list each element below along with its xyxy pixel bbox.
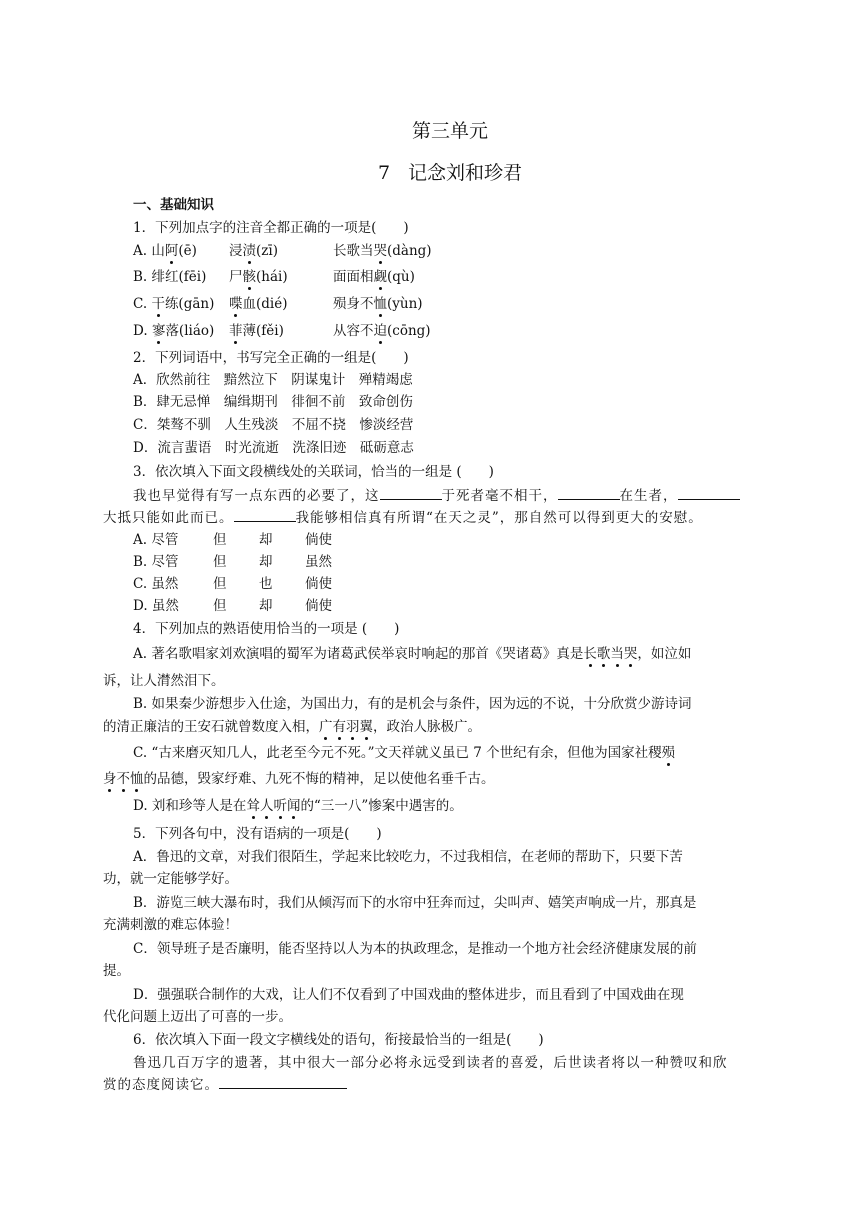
q2-option-b: B．肆无忌惮 编缉期刊 徘徊不前 致命创伤 [133, 394, 413, 410]
text: 赏的态度阅读它。 [103, 1077, 219, 1093]
q1-option-b [133, 268, 415, 286]
text: 但 [213, 554, 227, 570]
fill-blank[interactable] [219, 1076, 347, 1089]
text: D. [133, 323, 152, 339]
text: (ē) [178, 243, 197, 259]
dotted-char: 当 [610, 646, 624, 662]
text: 面面相 [333, 269, 374, 285]
text: 于死者毫不相干， [441, 488, 558, 504]
q6-passage-line1: 鲁迅几百万字的遗著，其中很大一部分必将永远受到读者的喜爱，后世读者将以一种赞叹和欣 [133, 1055, 728, 1071]
section-basic-knowledge: 一、基础知识 [133, 197, 214, 213]
dotted-char: 迫 [373, 323, 387, 339]
text: (dàng) [387, 243, 432, 259]
text: (yùn) [387, 296, 423, 312]
dotted-text [246, 798, 300, 814]
q4-option-c-line2 [103, 770, 495, 788]
q1-stem: 1．下列加点字的注音全都正确的一项是( ) [133, 220, 409, 236]
q3-passage-line2 [103, 509, 703, 527]
dotted-char: 羽 [346, 719, 360, 735]
q3-option-d [133, 597, 332, 615]
text: (zī) [256, 243, 278, 259]
text: B. 绯红(fēi) [133, 269, 207, 285]
lesson-title [0, 158, 860, 185]
text: C. [133, 296, 152, 312]
text: 倘使 [305, 532, 332, 548]
dotted-char: 骸 [242, 269, 256, 285]
dotted-char: 寥 [151, 323, 166, 339]
q3-option-c [133, 575, 332, 593]
q1-option-d [133, 322, 431, 340]
text: 但 [213, 576, 227, 592]
q6-stem: 6．依次填入下面一段文字横线处的语句，衔接最恰当的一组是( ) [133, 1032, 544, 1048]
text: (qù) [387, 269, 415, 285]
dotted-char: 喋 [229, 296, 243, 312]
q5-option-c-line2: 提。 [103, 963, 130, 979]
text: 倘使 [305, 576, 332, 592]
q4-option-d [133, 797, 463, 815]
q5-option-d-line2: 代化问题上迈出了可喜的一步。 [103, 1009, 292, 1025]
dotted-char: 哭 [373, 243, 387, 259]
q1-option-c [133, 295, 423, 313]
q4-option-b-line2 [103, 718, 481, 736]
q3-passage-line1 [133, 487, 740, 505]
dotted-text [319, 719, 373, 735]
q4-option-a-line2: 诉，让人潸然泪下。 [103, 673, 225, 689]
text: 却 [259, 532, 273, 548]
text: A. 尽管 [133, 532, 179, 548]
dotted-text [583, 646, 637, 662]
text: 大抵只能如此而已。 [103, 510, 234, 526]
text: 却 [259, 554, 273, 570]
dotted-char: 渍 [242, 243, 256, 259]
q5-option-d-line1: D．强强联合制作的大戏，让人们不仅看到了中国戏曲的整体进步，而且看到了中国戏曲在现 [133, 987, 684, 1003]
q6-passage-line2 [103, 1076, 347, 1094]
q5-option-b-line2: 充满刺激的难忘体验！ [103, 917, 238, 933]
q5-stem: 5．下列各句中，没有语病的一项是( ) [133, 826, 382, 842]
q3-option-b [133, 553, 332, 571]
text: 倘使 [305, 598, 332, 614]
q4-stem: 4．下列加点的熟语使用恰当的一项是 ( ) [133, 621, 400, 637]
text: D. 刘和珍等人是在 [133, 798, 247, 814]
text: ，政治人脉极广。 [373, 719, 481, 735]
q5-option-a-line1: A．鲁迅的文章，对我们很陌生，学起来比较吃力，不过我相信，在老师的帮助下，只要下苦 [133, 849, 683, 865]
text: C. “古来磨灭知几人，此老至今元不死。”文天祥就义虽已 7 个世纪有余，但他为国家社稷 [133, 745, 662, 761]
text: B. 尽管 [133, 554, 179, 570]
fill-blank[interactable] [558, 487, 620, 500]
dotted-phrase [583, 646, 637, 662]
q2-option-c: C．桀骜不驯 人生残淡 不屈不挠 惨淡经营 [133, 417, 414, 433]
dotted-char: 觑 [373, 269, 387, 285]
q3-option-a [133, 531, 332, 549]
text: 却 [259, 598, 273, 614]
q2-option-d: D．流言蜚语 时光流逝 洗涤旧迹 砥砺意志 [133, 440, 414, 456]
q3-stem: 3．依次填入下面文段横线处的关联词，恰当的一组是 ( ) [133, 464, 494, 480]
text: 长歌当 [333, 243, 374, 259]
fill-blank[interactable] [380, 487, 442, 500]
dotted-char: 恤 [130, 771, 144, 787]
q5-option-c-line1: C．领导班子是否廉明，能否坚持以人为本的执政理念，是推动一个地方社会经济健康发展的前 [133, 941, 697, 957]
text: (cōng) [387, 323, 431, 339]
text: A. 著名歌唱家刘欢演唱的蜀军为诸葛武侯举哀时响起的那首《哭诸葛》真是 [133, 646, 584, 662]
text: 薄(fěi) [242, 323, 284, 339]
dotted-char: 殒 [661, 745, 676, 761]
dotted-char: 听 [273, 798, 287, 814]
q4-option-c-line1 [133, 744, 675, 762]
text: ，如泣如 [637, 646, 692, 662]
q5-option-a-line2: 功，就一定能够学好。 [103, 871, 238, 887]
text: 我能够相信真有所谓“在天之灵”，那自然可以得到更大的安慰。 [295, 510, 703, 526]
unit-heading: 第三单元 [411, 120, 488, 142]
dotted-char: 恤 [373, 296, 387, 312]
lesson-number: 7 [377, 162, 391, 184]
text: 血(dié) [242, 296, 288, 312]
text: 的清正廉洁的王安石就曾数度入相， [103, 719, 319, 735]
text: 练(gān) [164, 296, 215, 312]
lesson-title-text: 记念刘和珍君 [408, 162, 523, 184]
text: 虽然 [305, 554, 332, 570]
fill-blank[interactable] [678, 487, 740, 500]
dotted-char: 菲 [229, 323, 243, 339]
q5-option-b-line1: B．游览三峡大瀑布时，我们从倾泻而下的水帘中狂奔而过，尖叫声、嬉笑声响成一片，那真是 [133, 895, 697, 911]
text: 但 [213, 532, 227, 548]
dotted-char: 长 [583, 646, 597, 662]
dotted-char: 闻 [286, 798, 301, 814]
text: 尸 [229, 269, 243, 285]
q4-option-a-line1 [133, 645, 691, 663]
text: D. 虽然 [133, 598, 179, 614]
text: A. 山 [133, 243, 165, 259]
text: (hái) [256, 269, 288, 285]
text: 的品德，毁家纾难、九死不悔的精神，足以使他名垂千古。 [143, 771, 495, 787]
dotted-char: 耸 [246, 798, 260, 814]
text: C. 虽然 [133, 576, 179, 592]
dotted-char: 翼 [359, 719, 373, 735]
text: 也 [259, 576, 273, 592]
dotted-char: 干 [151, 296, 165, 312]
q2-stem: 2．下列词语中，书写完全正确的一组是( ) [133, 350, 409, 366]
text: 从容不 [333, 323, 374, 339]
text: 的“三一八”惨案中遇害的。 [300, 798, 463, 814]
dotted-text [103, 771, 144, 787]
q1-option-a [133, 242, 432, 260]
dotted-char: 广 [319, 719, 333, 735]
fill-blank[interactable] [234, 509, 296, 522]
text: 浸 [229, 243, 243, 259]
text: 但 [213, 598, 227, 614]
text: 在生者， [619, 488, 678, 504]
q2-option-a: A．欣然前往 黯然泣下 阴谋鬼计 殚精竭虑 [133, 372, 413, 388]
text: 落(liáo) [165, 323, 215, 339]
dotted-char: 歌 [596, 646, 611, 662]
dotted-char: 阿 [164, 243, 179, 259]
text: 我也早觉得有写一点东西的必要了，这 [133, 488, 380, 504]
dotted-char: 身 [103, 771, 117, 787]
text: 殒身不 [333, 296, 374, 312]
dotted-char: 有 [332, 719, 346, 735]
q4-option-b-line1: B. 如果秦少游想步入仕途，为国出力，有的是机会与条件，因为远的不说，十分欣赏少游诗词 [133, 696, 692, 712]
dotted-char: 哭 [623, 646, 638, 662]
dotted-char: 人 [259, 798, 274, 814]
dotted-char: 不 [116, 771, 130, 787]
